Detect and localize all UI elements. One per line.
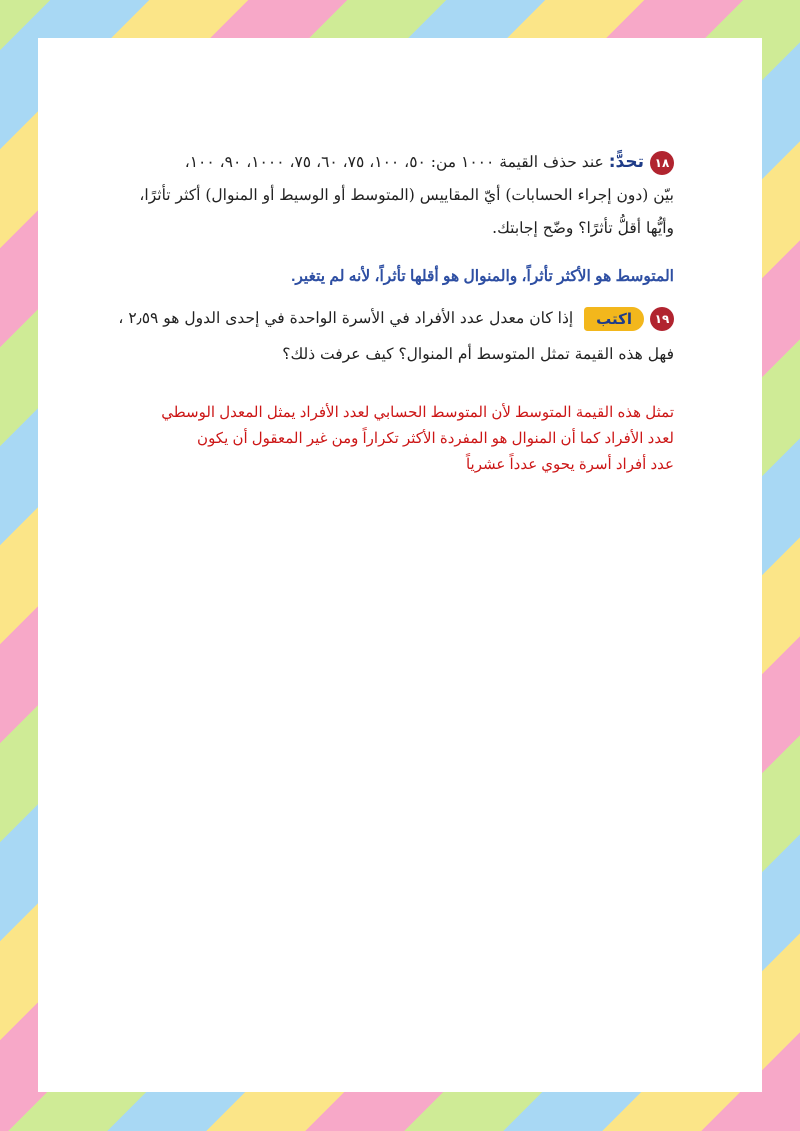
write-tag: اكتب (584, 307, 644, 331)
question-18-line-2: بيّن (دون إجراء الحسابات) أيّ المقاييس (المتوسط أو الوسيط أو المنوال) أكثر تأثرًا، (139, 186, 674, 204)
answer-18: المتوسط هو الأكثر تأثراً، والمنوال هو أقلها تأثراً، لأنه لم يتغير. (291, 268, 674, 285)
worksheet-page (38, 38, 762, 1092)
question-19 (118, 300, 674, 372)
answer-19-line-3: عدد أفراد أسرة يحوي عدداً عشرياً (465, 456, 674, 473)
question-number-badge: ١٩ (650, 307, 674, 331)
question-19-line-2: فهل هذه القيمة تمثل المتوسط أم المنوال؟ كيف عرفت ذلك؟ (282, 345, 674, 363)
question-18 (138, 146, 674, 245)
challenge-label: تحدًّ: (608, 152, 644, 172)
question-18-line-3: وأيُّها أقلُّ تأثرًا؟ وضّح إجابتك. (492, 219, 674, 237)
answer-19-line-2: لعدد الأفراد كما أن المنوال هو المفردة الأكثر تكراراً ومن غير المعقول أن يكون (197, 430, 674, 447)
question-18-line-1 (138, 146, 674, 179)
question-19-line-1 (118, 300, 674, 336)
content-area (118, 146, 674, 478)
question-number-badge: ١٨ (650, 151, 674, 175)
question-19-text-1: إذا كان معدل عدد الأفراد في الأسرة الواحدة في إحدى الدول هو ٢٫٥٩ ، (118, 309, 574, 327)
answer-19 (138, 400, 674, 478)
answer-19-line-1: تمثل هذه القيمة المتوسط لأن المتوسط الحسابي لعدد الأفراد يمثل المعدل الوسطي (161, 404, 674, 421)
question-18-text-1: عند حذف القيمة ١٠٠٠ من: ٥٠، ١٠٠، ٧٥، ٦٠، ٧٥، ١٠٠٠، ٩٠، ١٠٠، (184, 153, 604, 171)
